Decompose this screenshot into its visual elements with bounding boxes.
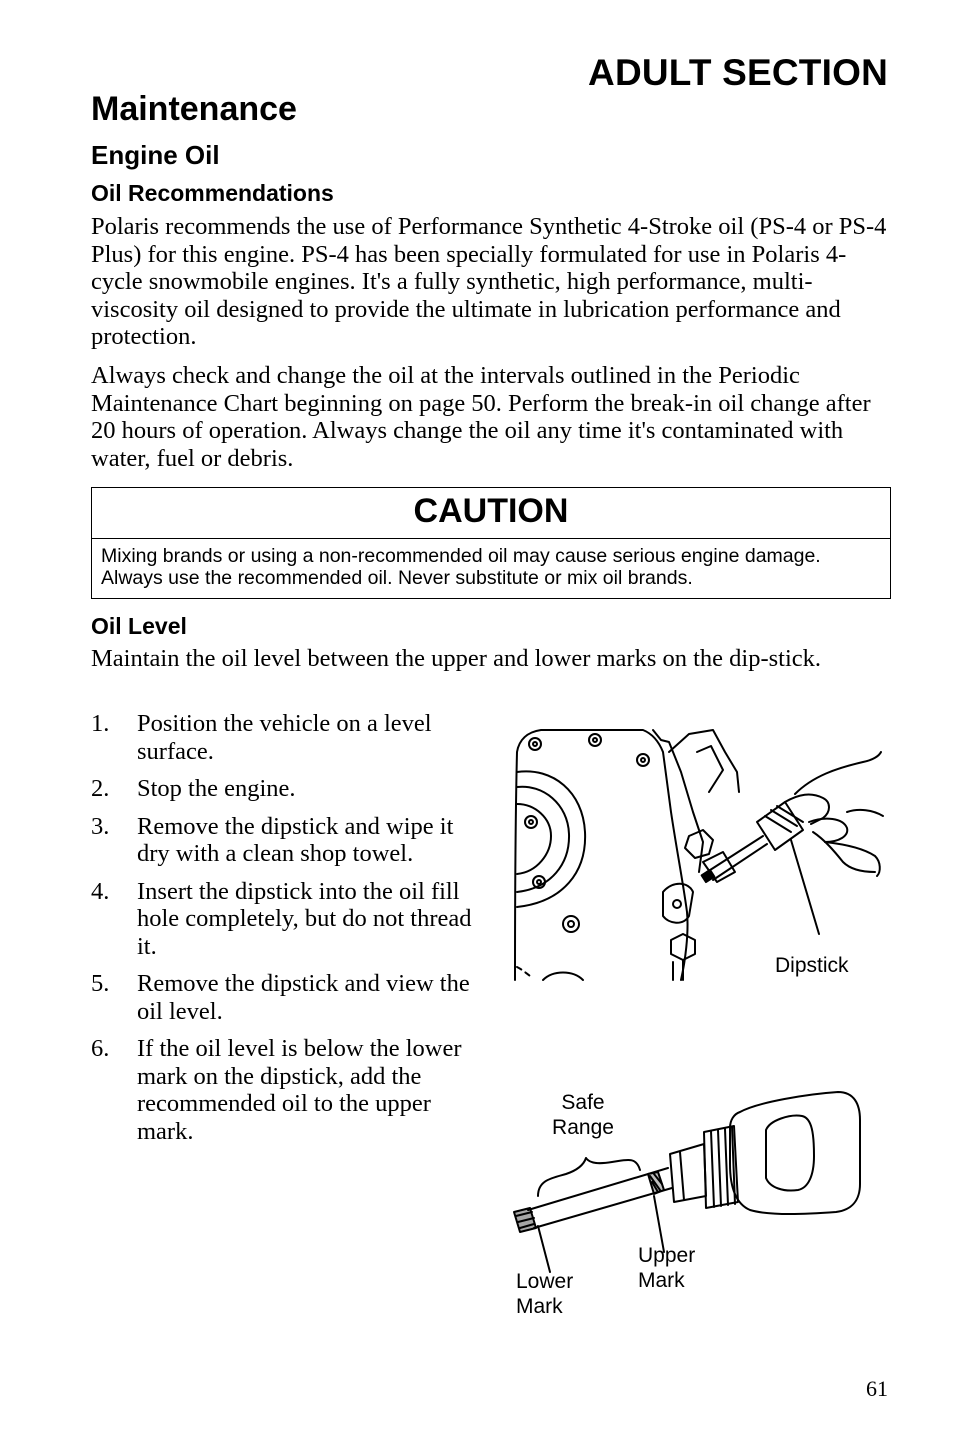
caution-title: CAUTION xyxy=(92,488,890,539)
oil-recommendations-heading: Oil Recommendations xyxy=(91,180,334,206)
safe-range-label-line1: Safe xyxy=(561,1091,605,1114)
oil-recommendations-paragraph: Polaris recommends the use of Performance Synthetic 4-Stroke oil (PS-4 or PS-4 Plus) for this engine. PS-4 has been specially formulated for use in Polaris 4-cycle snowmobile engines. It's a fully synthetic, high performance, multi-viscosity oil designed to provide the ultimate in lubrication performance and protection. xyxy=(91,213,887,350)
page-number: 61 xyxy=(866,1376,888,1401)
page-title: Maintenance xyxy=(91,90,297,128)
step-text: Remove the dipstick and view the oil level. xyxy=(137,970,470,1025)
step-number: 1. xyxy=(91,710,110,737)
step-number: 4. xyxy=(91,877,110,905)
caution-text: Mixing brands or using a non-recommended oil may cause serious engine damage. Always use the recommended oil. Never substitute or mix oil brands. xyxy=(101,545,821,589)
step-number: 3. xyxy=(91,812,110,840)
step-item xyxy=(91,813,481,868)
step-item xyxy=(91,1035,481,1145)
section-title: ADULT SECTION xyxy=(588,52,888,93)
upper-mark-label-line1: Upper xyxy=(638,1244,696,1267)
step-text: If the oil level is below the lower mark on the dipstick, add the recommended oil to the upper mark. xyxy=(137,1035,462,1145)
step-item xyxy=(91,878,481,961)
step-item xyxy=(91,775,481,803)
oil-level-steps xyxy=(91,710,481,1155)
step-number: 5. xyxy=(91,970,110,997)
step-number: 6. xyxy=(91,1035,110,1062)
oil-level-intro: Maintain the oil level between the upper and lower marks on the dip-stick. xyxy=(91,645,822,672)
dipstick-label: Dipstick xyxy=(775,954,849,977)
caution-box xyxy=(91,487,891,599)
step-item xyxy=(91,710,481,765)
dipstick-detail-illustration xyxy=(508,1084,888,1324)
engine-oil-heading: Engine Oil xyxy=(91,140,220,170)
step-text: Stop the engine. xyxy=(137,775,296,802)
safe-range-label-line2: Range xyxy=(552,1116,614,1139)
step-text: Insert the dipstick into the oil fill hole completely, but do not thread it. xyxy=(137,877,472,960)
oil-level-heading: Oil Level xyxy=(91,613,187,639)
step-text: Position the vehicle on a level surface. xyxy=(137,710,432,765)
upper-mark-label-line2: Mark xyxy=(638,1269,685,1292)
lower-mark-label-line2: Mark xyxy=(516,1295,563,1318)
oil-change-paragraph: Always check and change the oil at the intervals outlined in the Periodic Maintenance Chart beginning on page 50. Perform the break-in oil change after 20 hours of operation. Always change the oil any time it's contaminated with water, fuel or debris. xyxy=(91,362,871,472)
step-text: Remove the dipstick and wipe it dry with a clean shop towel. xyxy=(137,812,454,867)
engine-dipstick-illustration xyxy=(513,712,885,987)
step-number: 2. xyxy=(91,775,110,802)
step-item xyxy=(91,970,481,1025)
lower-mark-label-line1: Lower xyxy=(516,1270,574,1293)
